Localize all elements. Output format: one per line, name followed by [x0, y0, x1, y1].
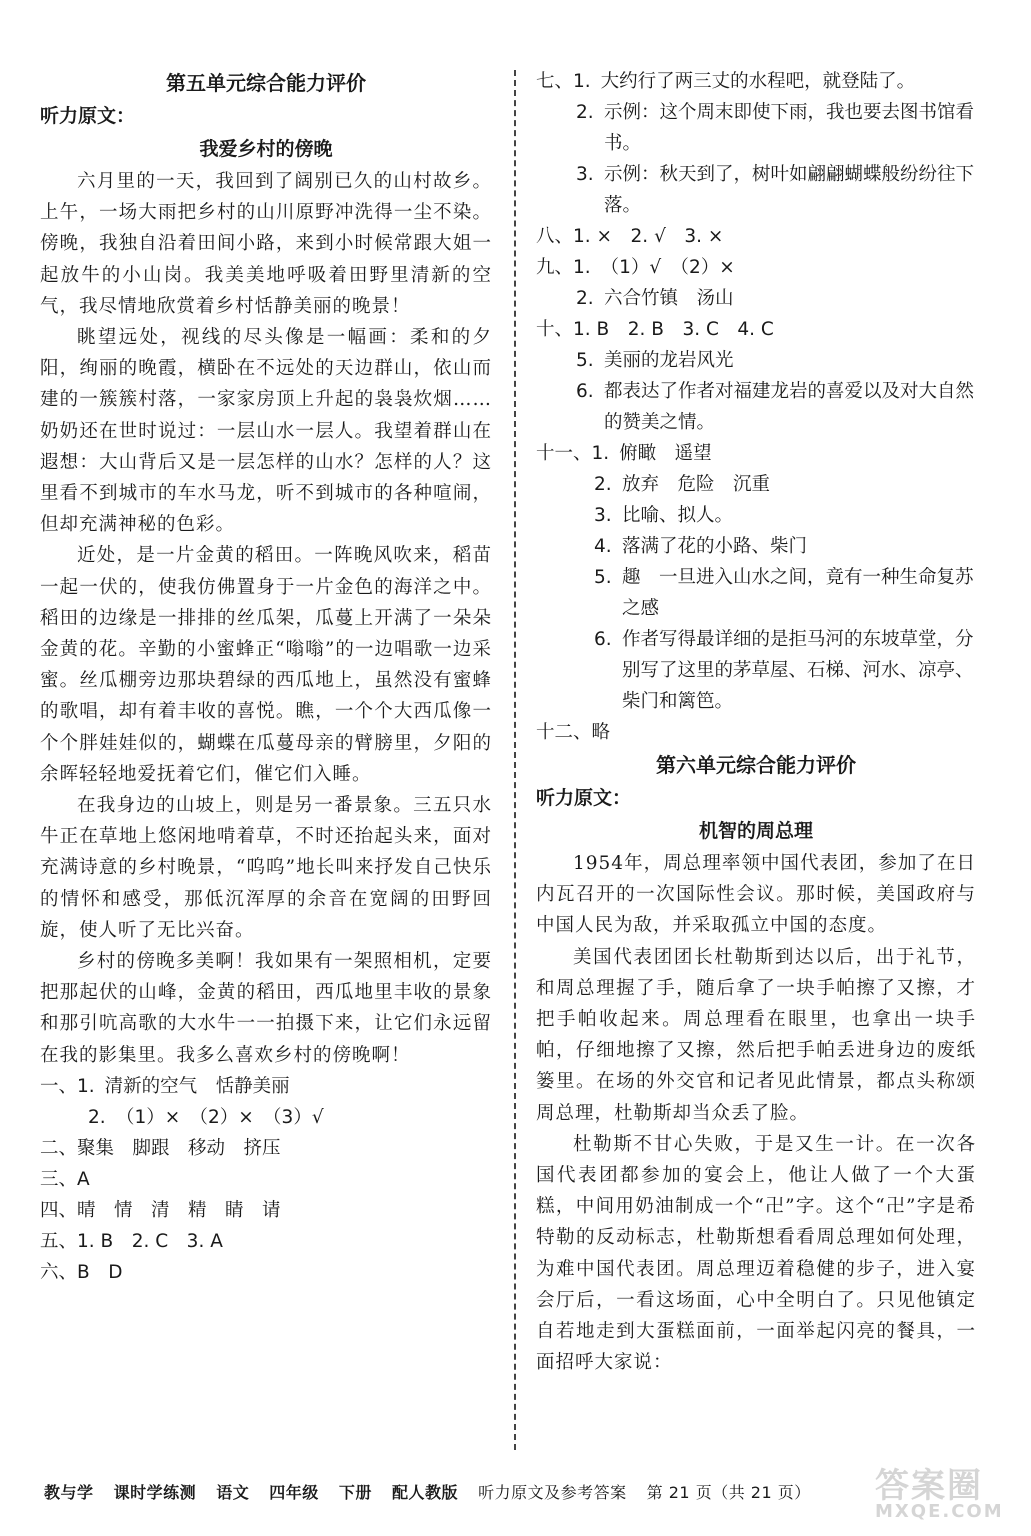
- footer-edition: 配人教版: [391, 1483, 458, 1502]
- answer-item: 6. 都表达了作者对福建龙岩的喜爱以及对大自然的赞美之情。: [576, 381, 975, 433]
- answer-item: 2. 六合竹镇 汤山: [576, 288, 734, 309]
- footer-volume: 下册: [338, 1483, 372, 1502]
- answer-item: 四、晴 情 清 精 睛 请: [40, 1199, 281, 1221]
- story-title: 我爱乡村的傍晚: [199, 138, 333, 160]
- unit5-title: 第五单元综合能力评价: [166, 71, 366, 95]
- listening-label: 听力原文：: [40, 105, 136, 127]
- footer-subject: 语文: [216, 1483, 250, 1502]
- story-paragraph: 近处，是一片金黄的稻田。一阵晚风吹来，稻苗一起一伏的，使我仿佛置身于一片金色的海洋之中。稻田的边缘是一排排的丝瓜架，瓜蔓上开满了一朵朵金黄的花。辛勤的小蜜蜂正“嗡嗡”的一边唱歌一边采蜜。丝瓜棚旁边那块碧绿的西瓜地上，虽然没有蜜蜂的歌唱，却有着丰收的喜悦。瞧，一个个大西瓜像一个个胖娃娃似的，蝴蝶在瓜蔓母亲的臂膀里，夕阳的余晖轻轻地爱抚着它们，催它们入睡。: [40, 545, 492, 785]
- answer-item: 三、A: [40, 1168, 90, 1190]
- answer-item: 5. 趣 一旦进入山水之间，竟有一种生命复苏之感: [594, 567, 974, 619]
- right-column: [536, 66, 976, 1378]
- listening-label: 听力原文：: [536, 787, 632, 809]
- footer-series: 课时学练测: [113, 1483, 197, 1502]
- answer-item: 2. （1）× （2）× （3）√: [88, 1106, 324, 1128]
- footer-brand: 教与学: [44, 1483, 94, 1502]
- story-paragraph: 眺望远处，视线的尽头像是一幅画：柔和的夕阳，绚丽的晚霞，横卧在不远处的天边群山，依山而建的一簇簇村落，一家家房顶上升起的袅袅炊烟……奶奶还在世时说过：一层山水一层人。我望着群山在遐想：大山背后又是一层怎样的山水？怎样的人？这里看不到城市的车水马龙，听不到城市的各种喧闹，但却充满神秘的色彩。: [40, 327, 492, 536]
- answer-item: 十、1. B 2. B 3. C 4. C: [536, 319, 774, 340]
- answer-item: 3. 比喻、拟人。: [594, 505, 734, 526]
- answer-item: 4. 落满了花的小路、柴门: [594, 536, 808, 557]
- column-divider: [514, 70, 516, 1450]
- answer-item: 二、聚集 脚跟 移动 挤压: [40, 1137, 281, 1159]
- answer-item: 6. 作者写得最详细的是拒马河的东坡草堂，分别写了这里的茅草屋、石梯、河水、凉亭、柴门和篱笆。: [594, 629, 974, 712]
- answer-item: 十一、1. 俯瞰 遥望: [536, 443, 712, 464]
- answer-item: 2. 示例：这个周末即使下雨，我也要去图书馆看书。: [576, 102, 975, 154]
- footer-page-number: 第 21 页（共 21 页）: [646, 1483, 811, 1502]
- story-paragraph: 1954年，周总理率领中国代表团，参加了在日内瓦召开的一次国际性会议。那时候，美国政府与中国人民为敌，并采取孤立中国的态度。: [536, 853, 976, 937]
- story-paragraph: 在我身边的山坡上，则是另一番景象。三五只水牛正在草地上悠闲地啃着草，不时还抬起头来，面对充满诗意的乡村晚景，“呜呜”地长叫来抒发自己快乐的情怀和感受，那低沉浑厚的余音在宽阔的田野回旋，使人听了无比兴奋。: [40, 795, 492, 941]
- answer-item: 一、1. 清新的空气 恬静美丽: [40, 1075, 290, 1097]
- answer-list: [40, 1071, 492, 1288]
- story-paragraph: 美国代表团团长杜勒斯到达以后，出于礼节，和周总理握了手，随后拿了一块手帕擦了又擦，才把手帕收起来。周总理看在眼里，也拿出一块手帕，仔细地擦了又擦，然后把手帕丢进身边的废纸篓里。在场的外交官和记者见此情景，都点头称颂周总理，杜勒斯却当众丢了脸。: [536, 946, 976, 1124]
- footer-grade: 四年级: [269, 1483, 319, 1502]
- page-footer: [44, 1480, 825, 1503]
- footer-section: 听力原文及参考答案: [478, 1483, 627, 1502]
- answer-item: 七、1. 大约行了两三丈的水程吧，就登陆了。: [536, 71, 916, 92]
- story-paragraph: 六月里的一天，我回到了阔别已久的山村故乡。上午，一场大雨把乡村的山川原野冲洗得一尘不染。傍晚，我独自沿着田间小路，来到小时候常跟大姐一起放牛的小山岗。我美美地呼吸着田野里清新的空气，我尽情地欣赏着乡村恬静美丽的晚景！: [40, 171, 492, 317]
- answer-item: 八、1. × 2. √ 3. ×: [536, 226, 724, 247]
- answer-item: 3. 示例：秋天到了，树叶如翩翩蝴蝶般纷纷往下落。: [576, 164, 975, 216]
- answer-list: [536, 66, 976, 748]
- answer-item: 九、1. （1）√ （2）×: [536, 257, 735, 278]
- watermark-logo: [875, 1458, 1025, 1530]
- answer-item: 十二、略: [536, 722, 611, 743]
- watermark-url: MXQE.COM: [875, 1501, 1004, 1522]
- story-title: 机智的周总理: [698, 820, 813, 842]
- watermark-text: 答案圈: [875, 1466, 983, 1506]
- answer-item: 2. 放弃 危险 沉重: [594, 474, 771, 495]
- unit6-title: 第六单元综合能力评价: [656, 753, 856, 777]
- answer-item: 五、1. B 2. C 3. A: [40, 1230, 223, 1252]
- left-column: [40, 66, 492, 1288]
- answer-item: 5. 美丽的龙岩风光: [576, 350, 734, 371]
- answer-item: 六、B D: [40, 1261, 123, 1283]
- story-paragraph: 杜勒斯不甘心失败，于是又生一计。在一次各国代表团都参加的宴会上，他让人做了一个大蛋糕，中间用奶油制成一个“卍”字。这个“卍”字是希特勒的反动标志，杜勒斯想看看周总理如何处理，为难中国代表团。周总理迈着稳健的步子，进入宴会厅后，一看这场面，心中全明白了。只见他镇定自若地走到大蛋糕面前，一面举起闪亮的餐具，一面招呼大家说：: [536, 1133, 976, 1374]
- story-paragraph: 乡村的傍晚多美啊！我如果有一架照相机，定要把那起伏的山峰，金黄的稻田，西瓜地里丰收的景象和那引吭高歌的大水牛一一拍摄下来，让它们永远留在我的影集里。我多么喜欢乡村的傍晚啊！: [40, 951, 492, 1066]
